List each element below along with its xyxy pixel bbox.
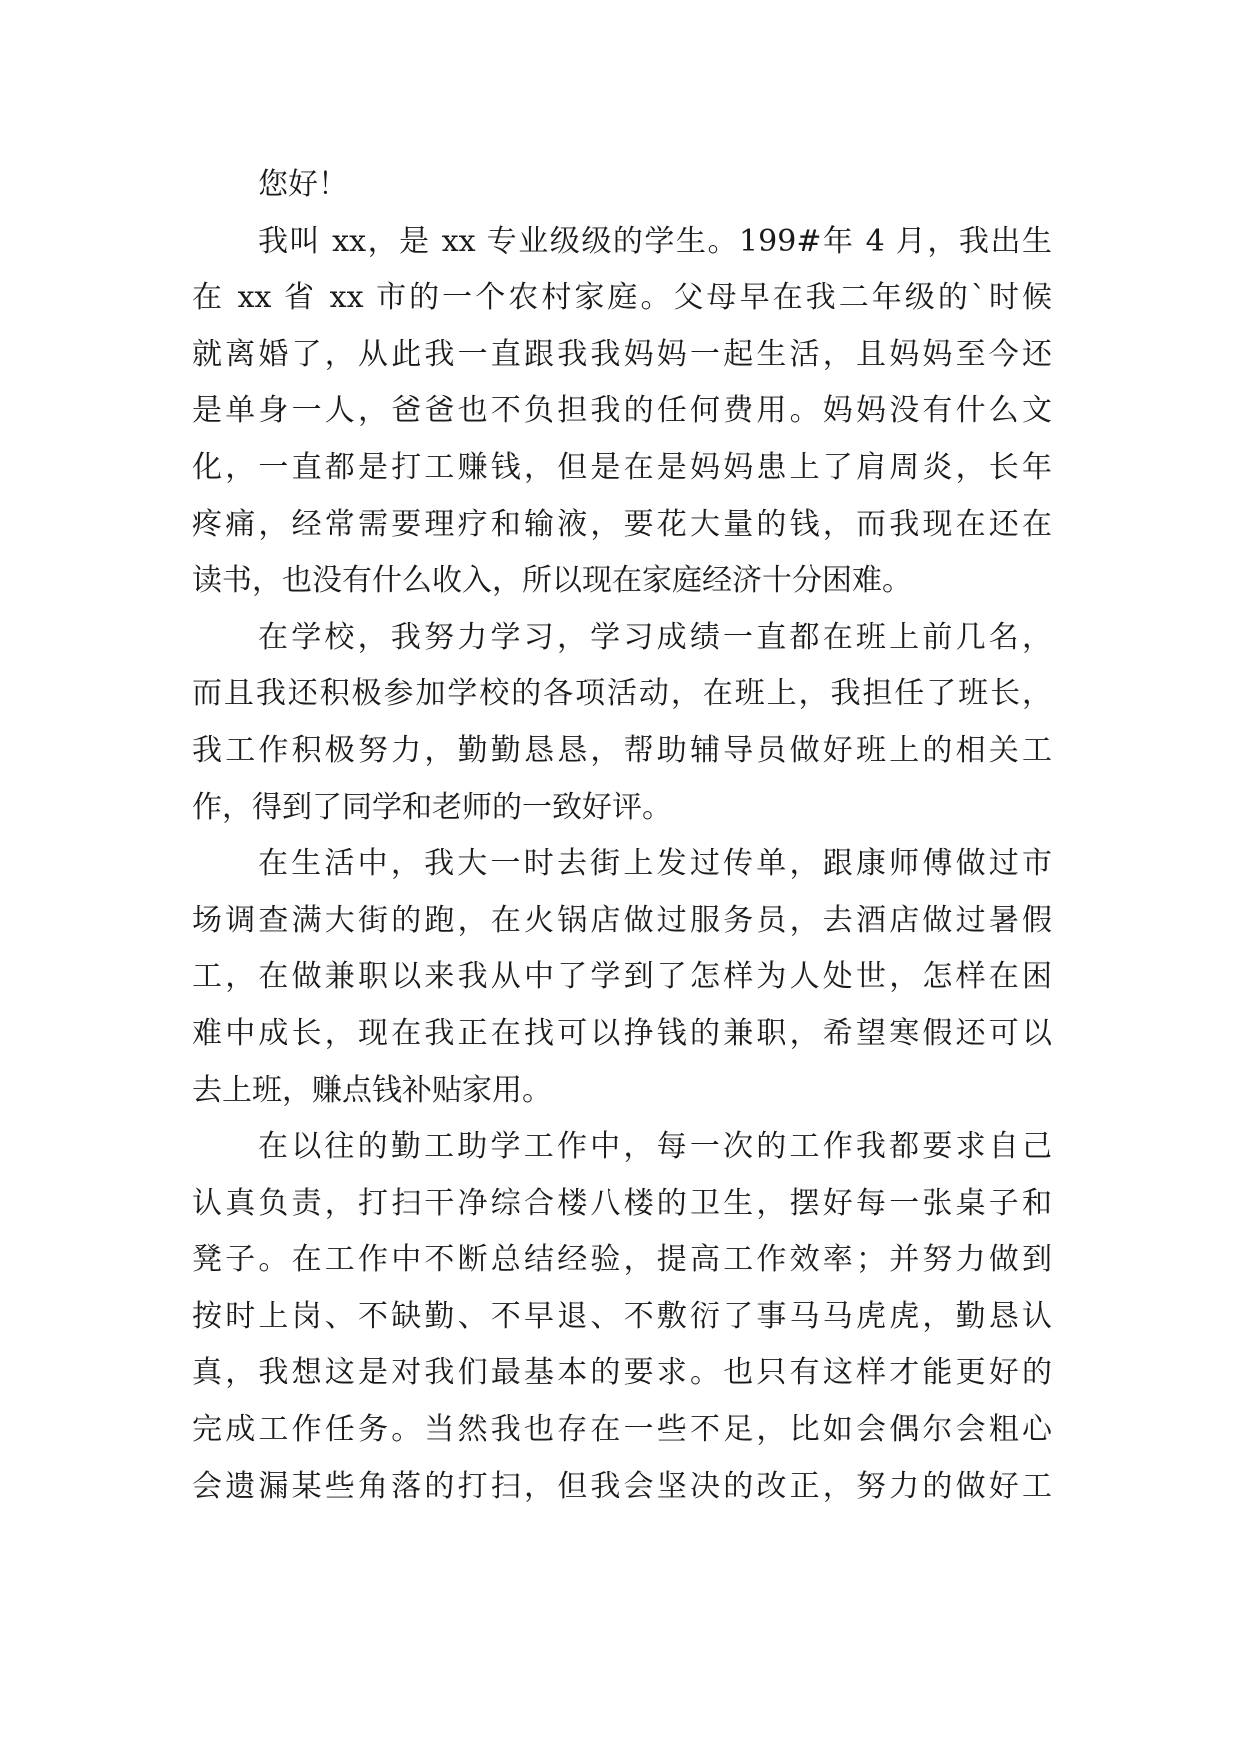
- paragraph-3-line-4: 难中成长，现在我正在找可以挣钱的兼职，希望寒假还可以: [192, 1015, 1052, 1051]
- paragraph-3-line-5: 去上班，赚点钱补贴家用。: [192, 1072, 552, 1108]
- paragraph-1-line-4: 是单身一人，爸爸也不负担我的任何费用。妈妈没有什么文: [192, 393, 1052, 429]
- paragraph-4-line-4: 按时上岗、不缺勤、不早退、不敷衍了事马马虎虎，勤恳认: [192, 1298, 1052, 1334]
- paragraph-2-line-3: 我工作积极努力，勤勤恳恳，帮助辅导员做好班上的相关工: [192, 732, 1052, 768]
- paragraph-3-line-2: 场调查满大街的跑，在火锅店做过服务员，去酒店做过暑假: [192, 902, 1052, 938]
- paragraph-1-line-7: 读书，也没有什么收入，所以现在家庭经济十分困难。: [192, 563, 912, 599]
- paragraph-2-line-2: 而且我还积极参加学校的各项活动，在班上，我担任了班长，: [192, 676, 1052, 712]
- paragraph-4-line-5: 真，我想这是对我们最基本的要求。也只有这样才能更好的: [192, 1355, 1052, 1391]
- letter-body: [192, 157, 1052, 1515]
- paragraph-4-line-7: 会遗漏某些角落的打扫，但我会坚决的改正，努力的做好工: [192, 1468, 1052, 1504]
- greeting: 您好！: [258, 167, 348, 202]
- paragraph-1-line-1: 我叫 xx，是 xx 专业级级的学生。199#年 4 月，我出生: [258, 223, 1052, 259]
- paragraph-1-line-3: 就离婚了，从此我一直跟我我妈妈一起生活，且妈妈至今还: [192, 336, 1052, 372]
- paragraph-3-line-3: 工，在做兼职以来我从中了学到了怎样为人处世，怎样在困: [192, 959, 1052, 995]
- paragraph-4-line-2: 认真负责，打扫干净综合楼八楼的卫生，摆好每一张桌子和: [192, 1185, 1052, 1221]
- paragraph-3-line-1: 在生活中，我大一时去街上发过传单，跟康师傅做过市: [258, 846, 1052, 882]
- paragraph-2-line-1: 在学校，我努力学习，学习成绩一直都在班上前几名，: [258, 619, 1052, 655]
- paragraph-4-line-1: 在以往的勤工助学工作中，每一次的工作我都要求自己: [258, 1129, 1052, 1165]
- paragraph-1-line-5: 化，一直都是打工赚钱，但是在是妈妈患上了肩周炎，长年: [192, 449, 1052, 485]
- paragraph-1-line-2: 在 xx 省 xx 市的一个农村家庭。父母早在我二年级的`时候: [192, 280, 1052, 316]
- paragraph-2-line-4: 作，得到了同学和老师的一致好评。: [192, 789, 672, 825]
- paragraph-4-line-6: 完成工作任务。当然我也存在一些不足，比如会偶尔会粗心: [192, 1412, 1052, 1448]
- paragraph-1-line-6: 疼痛，经常需要理疗和输液，要花大量的钱，而我现在还在: [192, 506, 1052, 542]
- paragraph-4-line-3: 凳子。在工作中不断总结经验，提高工作效率；并努力做到: [192, 1242, 1052, 1278]
